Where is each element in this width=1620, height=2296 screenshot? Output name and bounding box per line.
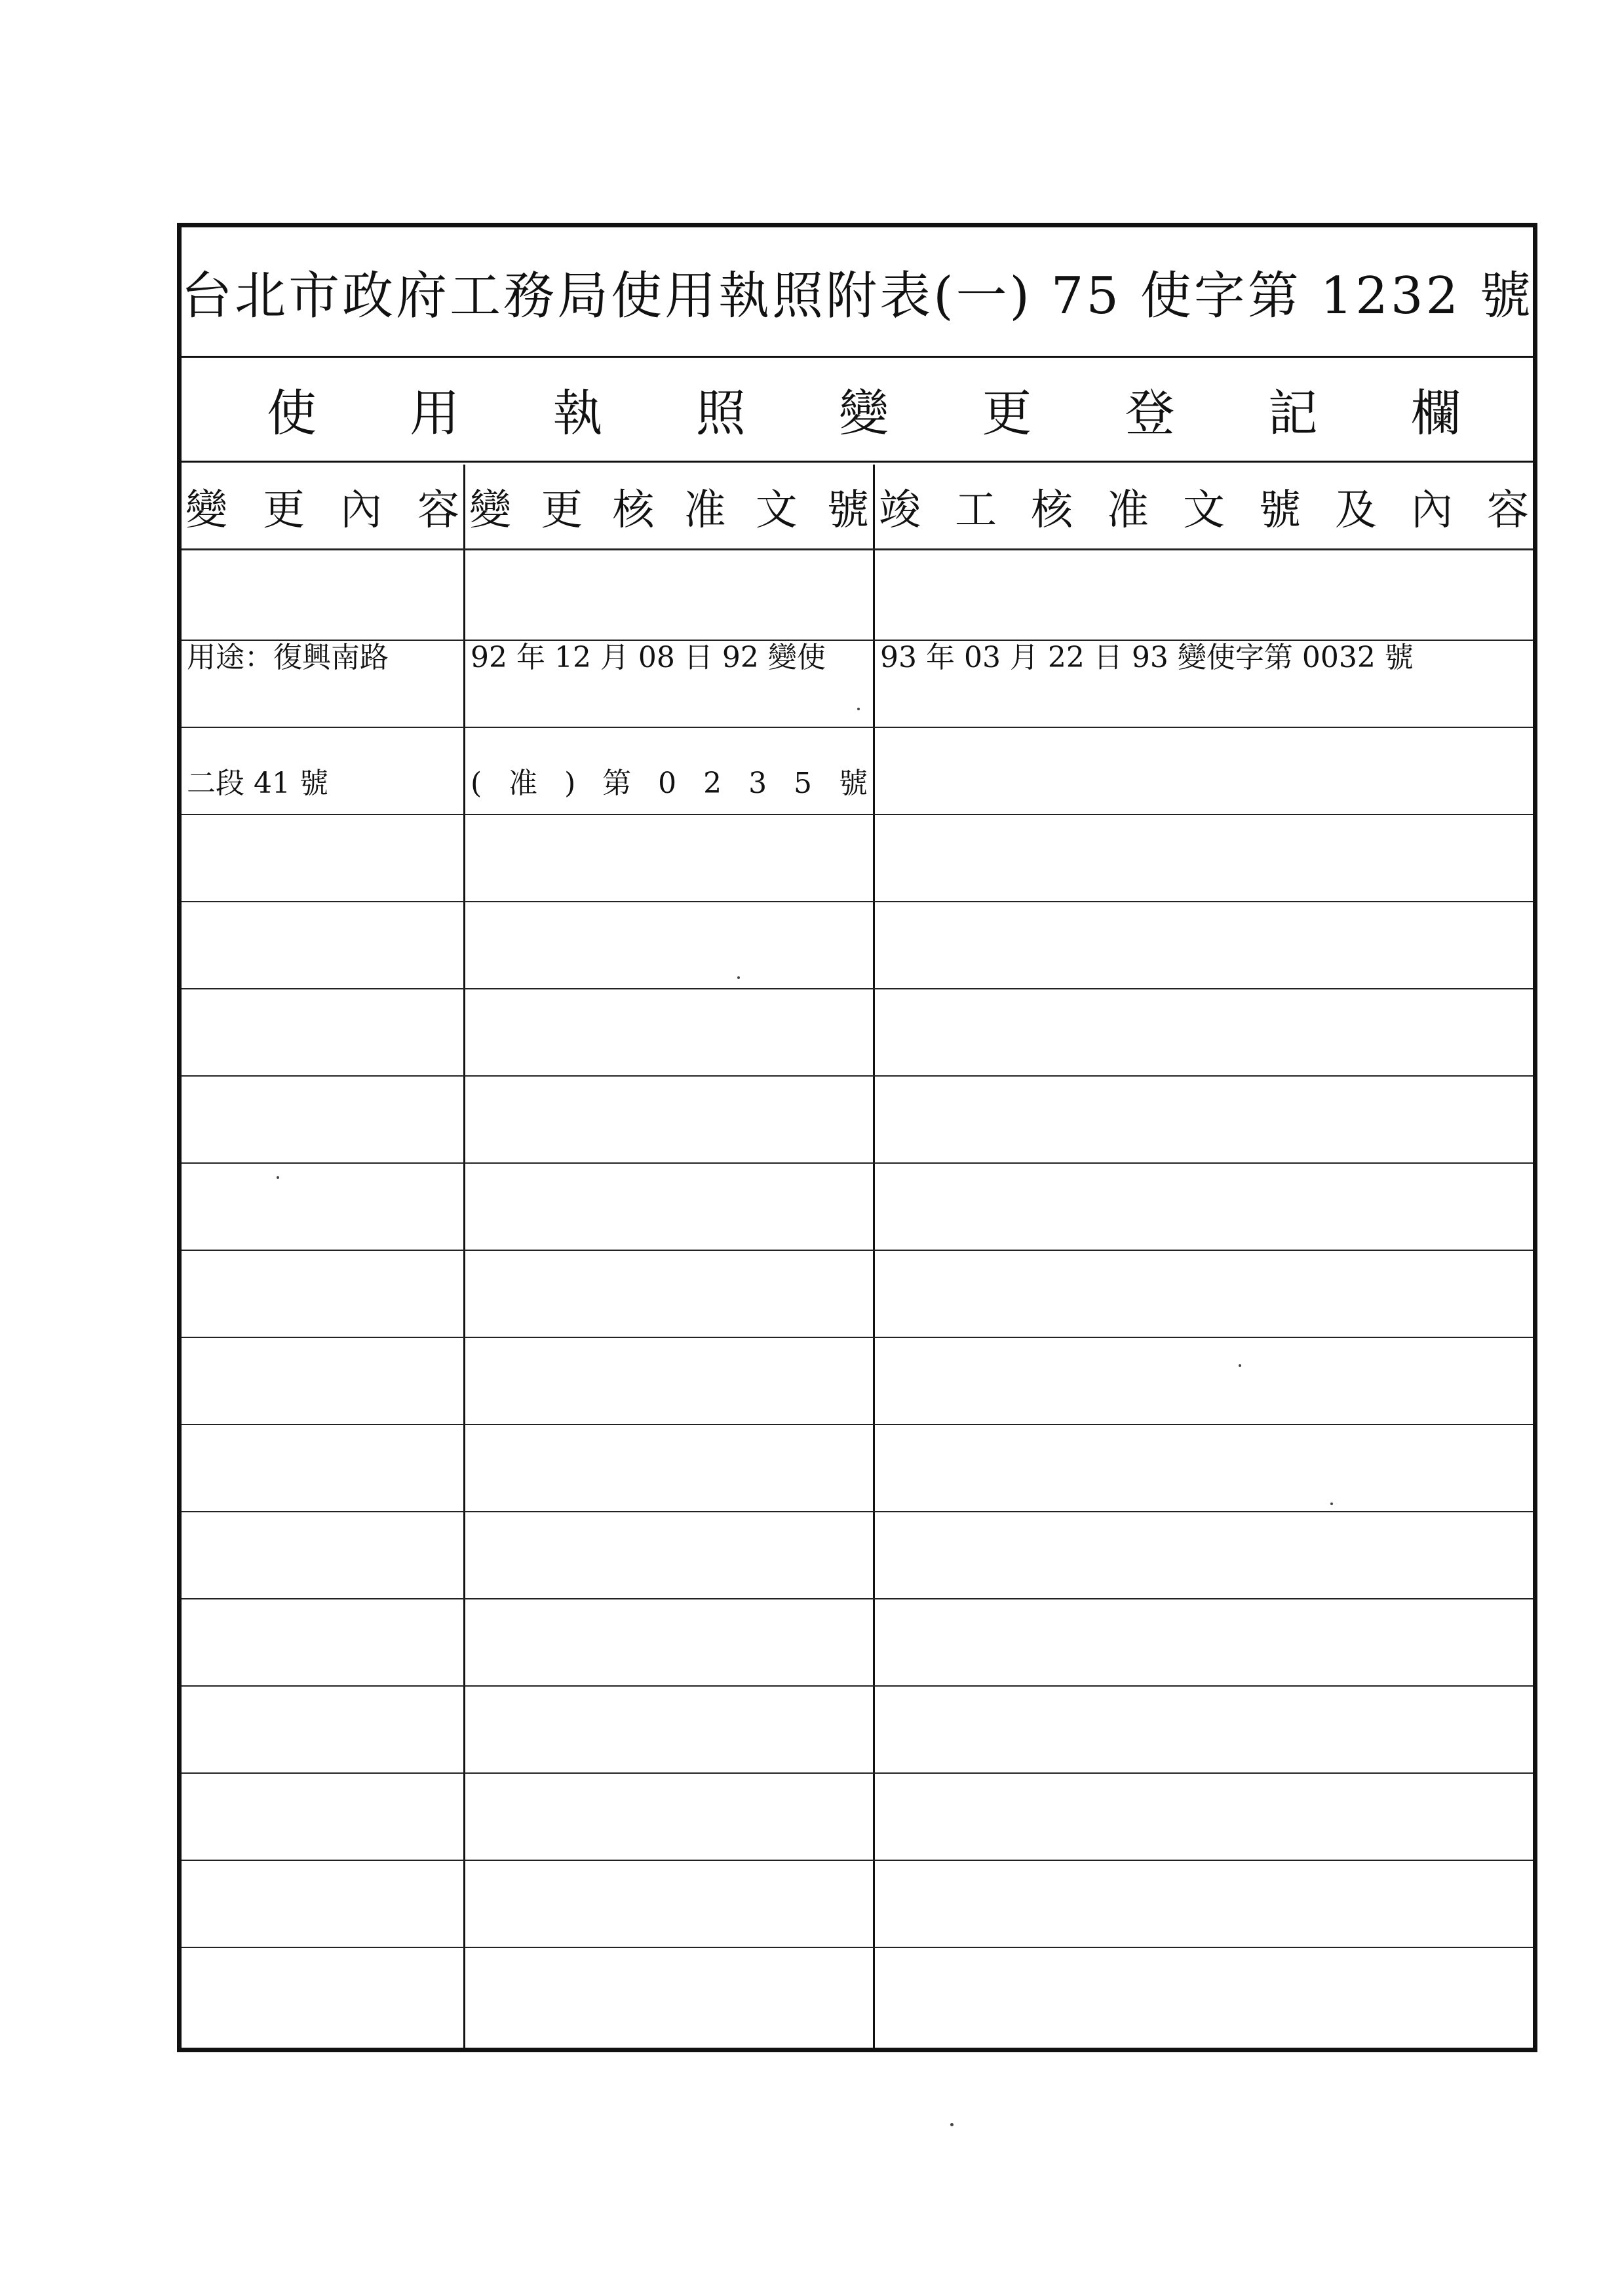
row-divider bbox=[182, 1250, 1533, 1251]
scan-speck bbox=[950, 2123, 954, 2126]
header-completion-approval bbox=[875, 465, 1533, 548]
row-divider bbox=[182, 1424, 1533, 1425]
section-heading-char: 欄 bbox=[1411, 384, 1461, 442]
header-char: 容 bbox=[1487, 486, 1529, 535]
section-heading-char: 用 bbox=[410, 384, 460, 442]
form-title-text: 台北市政府工務局使用執照附表(一) 75 使字第 1232 號 bbox=[181, 267, 1533, 326]
approval-char: ( bbox=[471, 767, 482, 800]
header-char: 變 bbox=[469, 486, 511, 535]
header-char: 核 bbox=[1031, 486, 1073, 535]
section-heading-char: 使 bbox=[267, 384, 317, 442]
header-char: 核 bbox=[612, 486, 655, 535]
section-heading-char: 更 bbox=[982, 384, 1032, 442]
approval-char: 0 bbox=[658, 767, 677, 800]
scan-speck bbox=[277, 1176, 279, 1179]
row-divider bbox=[182, 1598, 1533, 1599]
header-char: 更 bbox=[263, 486, 305, 535]
row-divider bbox=[182, 988, 1533, 989]
row-1-completion bbox=[875, 550, 1533, 674]
approval-char: 3 bbox=[748, 767, 767, 800]
approval-char: 准 bbox=[509, 767, 538, 800]
header-char: 准 bbox=[684, 486, 726, 535]
header-char: 准 bbox=[1107, 486, 1149, 535]
section-heading-char: 照 bbox=[695, 384, 746, 442]
form-title bbox=[182, 227, 1533, 358]
header-approval-number bbox=[465, 465, 873, 548]
row-divider bbox=[182, 1075, 1533, 1077]
scan-speck bbox=[1239, 1364, 1241, 1367]
header-char: 內 bbox=[1411, 486, 1453, 535]
row-1-completion-line1: 93 年 03 月 22 日 93 變使字第 0032 號 bbox=[880, 641, 1414, 674]
row-divider bbox=[182, 1947, 1533, 1948]
header-change-content bbox=[182, 465, 463, 548]
section-heading-char: 變 bbox=[839, 384, 889, 442]
header-char: 變 bbox=[185, 486, 227, 535]
header-char: 容 bbox=[417, 486, 459, 535]
approval-char: 5 bbox=[794, 767, 813, 800]
row-divider bbox=[182, 1511, 1533, 1512]
header-char: 文 bbox=[1183, 486, 1225, 535]
header-char: 更 bbox=[541, 486, 583, 535]
scan-speck bbox=[857, 708, 860, 710]
section-heading bbox=[182, 358, 1533, 463]
section-heading-char: 登 bbox=[1125, 384, 1175, 442]
approval-char: 第 bbox=[602, 767, 632, 800]
row-divider bbox=[182, 1162, 1533, 1164]
row-divider bbox=[182, 814, 1533, 815]
row-1-change-content bbox=[182, 550, 463, 800]
row-divider bbox=[182, 1685, 1533, 1687]
row-divider bbox=[182, 1337, 1533, 1338]
row-divider bbox=[182, 640, 1533, 641]
row-divider bbox=[182, 1772, 1533, 1774]
section-heading-char: 記 bbox=[1267, 384, 1318, 442]
approval-char: 2 bbox=[703, 767, 722, 800]
header-char: 竣 bbox=[879, 486, 921, 535]
header-char: 及 bbox=[1335, 486, 1377, 535]
license-attachment-form bbox=[177, 223, 1537, 2052]
column-divider bbox=[873, 465, 875, 2048]
scan-speck bbox=[737, 976, 740, 979]
row-1-change-content-line1: 用途：復興南路 bbox=[187, 641, 389, 674]
header-char: 文 bbox=[755, 486, 798, 535]
approval-char: ) bbox=[564, 767, 576, 800]
row-1-approval-number-line2 bbox=[471, 763, 868, 805]
header-char: 內 bbox=[340, 486, 382, 535]
change-record-table bbox=[182, 465, 1533, 2048]
row-1-change-content-line2: 二段 41 號 bbox=[187, 767, 328, 800]
header-char: 號 bbox=[1259, 486, 1301, 535]
approval-char: 號 bbox=[838, 767, 868, 800]
header-char: 工 bbox=[955, 486, 997, 535]
header-char: 號 bbox=[826, 486, 869, 535]
row-1-approval-number-line1: 92 年 12 月 08 日 92 變使 bbox=[471, 641, 826, 674]
row-1-approval-number bbox=[465, 550, 873, 800]
column-divider bbox=[463, 465, 465, 2048]
row-divider bbox=[182, 1860, 1533, 1861]
scan-speck bbox=[1330, 1502, 1333, 1505]
row-divider bbox=[182, 901, 1533, 902]
section-heading-char: 執 bbox=[552, 384, 603, 442]
row-divider bbox=[182, 727, 1533, 728]
